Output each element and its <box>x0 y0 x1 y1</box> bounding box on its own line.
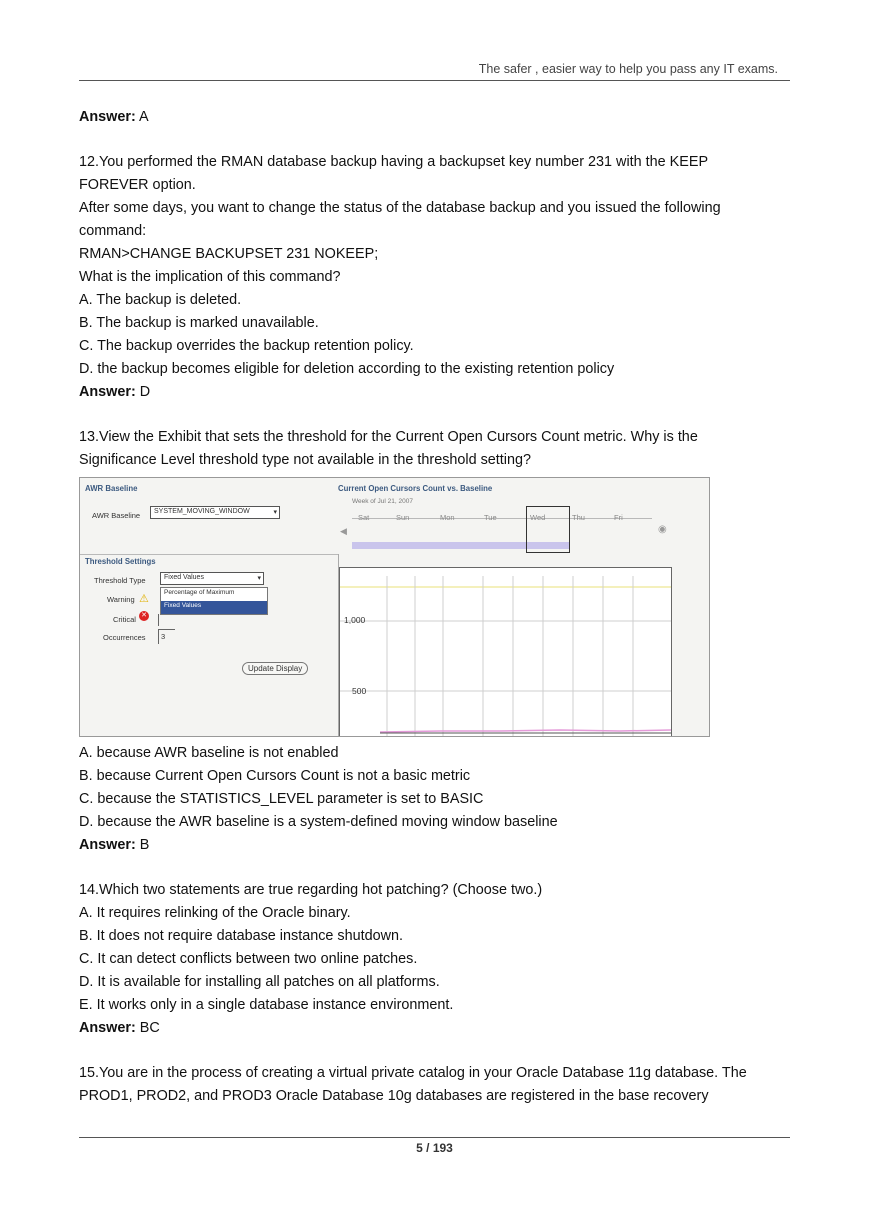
day-label: Mon <box>440 513 455 522</box>
header-tagline: The safer , easier way to help you pass any IT exams. <box>478 62 778 76</box>
q14-option: E. It works only in a single database instance environment. <box>79 997 454 1013</box>
q14-option: A. It requires relinking of the Oracle binary. <box>79 905 351 921</box>
q13-option: B. because Current Open Cursors Count is not a basic metric <box>79 768 471 784</box>
q12-line: 12.You performed the RMAN database backup having a backupset key number 231 with the KEEP <box>79 154 709 170</box>
answer-value: BC <box>135 1020 160 1036</box>
q12-option: D. the backup becomes eligible for deletion according to the existing retention policy <box>79 361 615 377</box>
q12-line: After some days, you want to change the status of the database backup and you issued the following <box>79 200 721 216</box>
day-label: Sat <box>358 513 370 522</box>
q14-option: C. It can detect conflicts between two online patches. <box>79 951 418 967</box>
occurrences-field[interactable]: 3 <box>158 629 175 644</box>
day-label: Tue <box>484 513 497 522</box>
threshold-type-select[interactable] <box>160 572 264 585</box>
q12-answer <box>79 383 150 401</box>
q14-line: 14.Which two statements are true regarding hot patching? (Choose two.) <box>79 882 543 898</box>
critical-icon: ✕ <box>139 611 149 621</box>
q12-line: RMAN>CHANGE BACKUPSET 231 NOKEEP; <box>79 246 379 262</box>
metric-series-line <box>380 730 671 732</box>
answer-value: A <box>135 109 149 125</box>
answer-label: Answer: <box>79 837 136 853</box>
metric-plot <box>339 567 672 737</box>
day-label: Thu <box>572 513 585 522</box>
metric-plot-svg <box>340 568 671 737</box>
threshold-type-label: Threshold Type <box>94 576 146 585</box>
critical-label: Critical <box>113 615 136 624</box>
update-display-button[interactable]: Update Display <box>242 662 308 675</box>
occurrences-label: Occurrences <box>103 633 146 642</box>
q12-line: What is the implication of this command? <box>79 269 341 285</box>
q14-answer <box>79 1019 160 1037</box>
answer-value: D <box>135 384 151 400</box>
q12-option: B. The backup is marked unavailable. <box>79 315 319 331</box>
warning-label: Warning <box>107 595 135 604</box>
q12-option: C. The backup overrides the backup retention policy. <box>79 338 414 354</box>
threshold-type-dropdown <box>160 587 268 615</box>
q13-option: C. because the STATISTICS_LEVEL parameter is set to BASIC <box>79 791 484 807</box>
y-tick-label: 500 <box>352 686 367 696</box>
selection-window[interactable] <box>526 506 570 553</box>
q13-line: Significance Level threshold type not available in the threshold setting? <box>79 452 531 468</box>
dropdown-option-selected[interactable]: Fixed Values <box>161 601 267 614</box>
q15-line: PROD1, PROD2, and PROD3 Oracle Database 10g databases are registered in the base recovery <box>79 1088 709 1104</box>
page-number: 5 / 193 <box>416 1141 453 1155</box>
day-label: Wed <box>530 513 546 522</box>
q12-option: A. The backup is deleted. <box>79 292 242 308</box>
awr-baseline-value: SYSTEM_MOVING_WINDOW <box>154 508 250 515</box>
day-label: Sun <box>396 513 410 522</box>
threshold-type-value: Fixed Values <box>164 574 204 581</box>
awr-baseline-title: AWR Baseline <box>85 484 138 493</box>
chevron-left-icon[interactable]: ◀ <box>340 526 347 536</box>
q13-answer <box>79 836 149 854</box>
section-divider <box>80 554 338 555</box>
q13-option: D. because the AWR baseline is a system-defined moving window baseline <box>79 814 558 830</box>
awr-baseline-label: AWR Baseline <box>92 511 141 520</box>
day-label: Fri <box>614 513 623 522</box>
answer-previous <box>79 108 149 126</box>
warning-icon: ⚠ <box>139 593 149 605</box>
chevron-down-icon: ▾ <box>257 575 261 582</box>
chevron-down-icon: ▾ <box>273 509 277 516</box>
q14-option: D. It is available for installing all patches on all platforms. <box>79 974 440 990</box>
page-header <box>79 62 790 81</box>
week-label: Week of Jul 21, 2007 <box>352 498 413 505</box>
q12-line: FOREVER option. <box>79 177 196 193</box>
q14-option: B. It does not require database instance shutdown. <box>79 928 404 944</box>
q12-line: command: <box>79 223 147 239</box>
awr-baseline-select[interactable] <box>150 506 280 519</box>
dropdown-option[interactable]: Percentage of Maximum <box>164 589 235 596</box>
threshold-settings-title: Threshold Settings <box>85 557 156 566</box>
answer-label: Answer: <box>79 384 136 400</box>
chevron-right-icon[interactable]: ◉ <box>658 524 667 535</box>
critical-field[interactable] <box>158 614 159 626</box>
answer-label: Answer: <box>79 1020 136 1036</box>
footer-divider <box>79 1137 790 1138</box>
q13-option: A. because AWR baseline is not enabled <box>79 745 339 761</box>
y-tick-label: 1,000 <box>344 615 366 625</box>
chart-title: Current Open Cursors Count vs. Baseline <box>338 484 493 493</box>
exhibit-screenshot <box>79 477 710 737</box>
q15-line: 15.You are in the process of creating a virtual private catalog in your Oracle Database 11g database. The <box>79 1065 747 1081</box>
answer-value: B <box>135 837 150 853</box>
answer-label: Answer: <box>79 109 136 125</box>
q13-line: 13.View the Exhibit that sets the threshold for the Current Open Cursors Count metric. Why is the <box>79 429 698 445</box>
